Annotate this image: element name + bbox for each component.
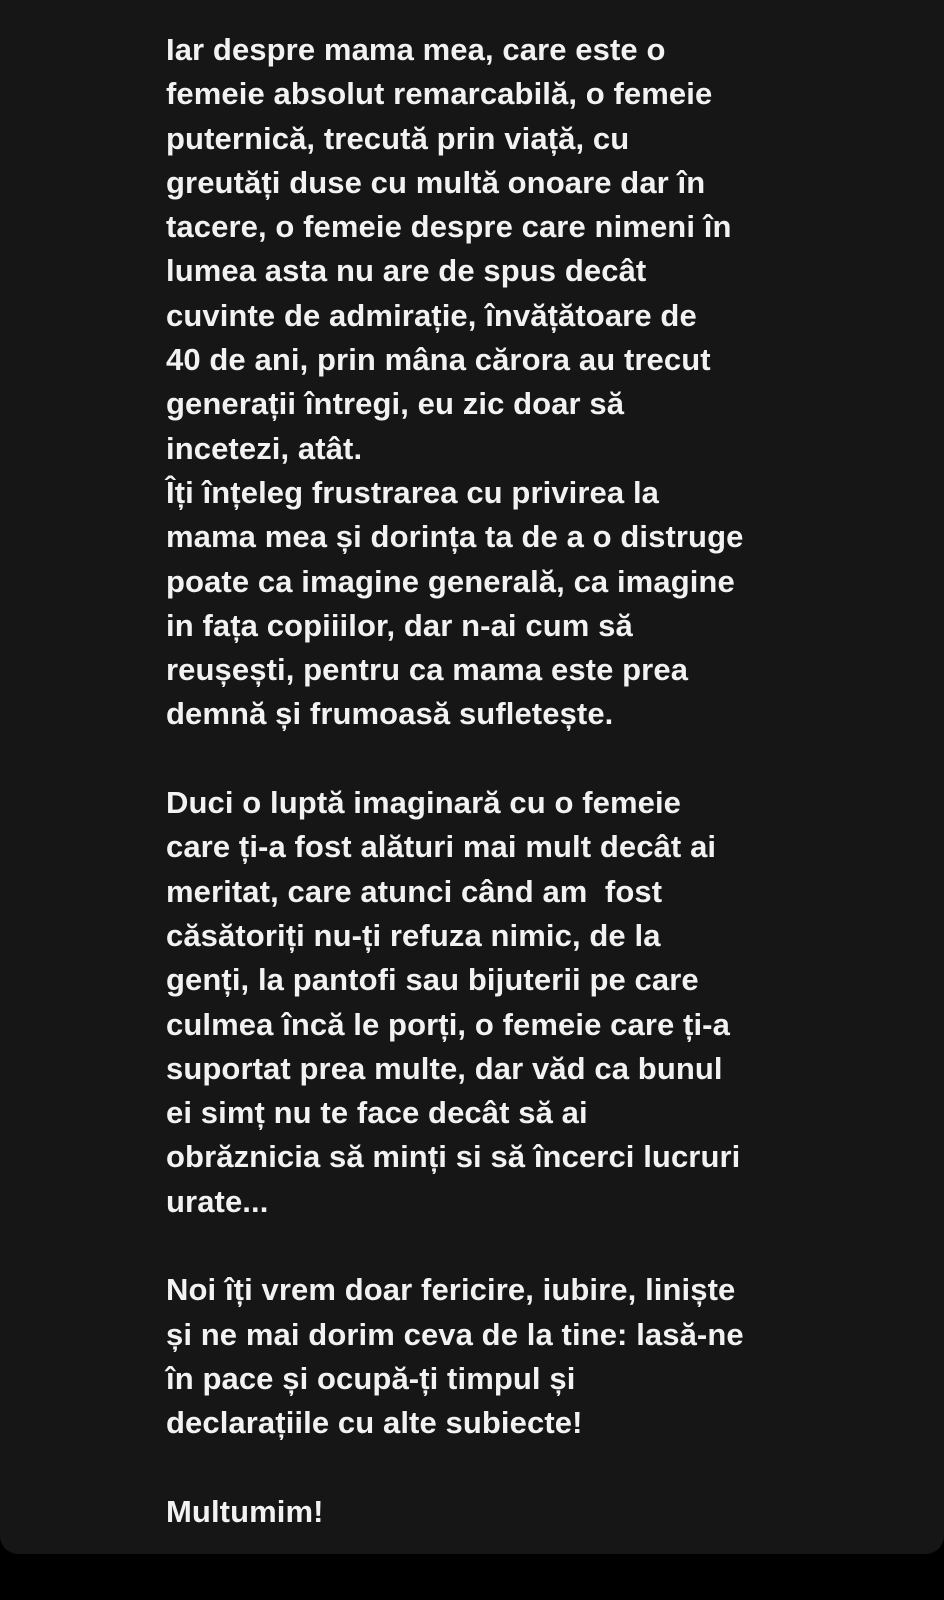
message-line: 40 de ani, prin mâna cărora au trecut <box>166 342 711 378</box>
message-line: meritat, care atunci când am fost <box>166 873 663 909</box>
message-line: obrăznicia să minți si să încerci lucruri <box>166 1139 741 1175</box>
message-line: Îți înțeleg frustrarea cu privirea la <box>166 474 659 510</box>
message-line: genți, la pantofi sau bijuterii pe care <box>166 962 699 998</box>
message-line: in fața copiiilor, dar n-ai cum să <box>166 607 633 643</box>
blank-line <box>166 1446 866 1490</box>
message-line: femeie absolut remarcabilă, o femeie <box>166 76 713 112</box>
message-line: demnă și frumoasă sufletește. <box>166 696 614 732</box>
message-line: lumea asta nu are de spus decât <box>166 253 647 289</box>
message-line: puternică, trecută prin viață, cu <box>166 120 630 156</box>
blank-line <box>166 737 866 781</box>
message-line: Noi îți vrem doar fericire, iubire, liniște <box>166 1272 736 1308</box>
message-line: poate ca imagine generală, ca imagine <box>166 563 735 599</box>
message-line: incetezi, atât. <box>166 430 363 466</box>
message-line: cuvinte de admirație, învățătoare de <box>166 297 697 333</box>
blank-line <box>166 1224 866 1268</box>
message-line: suportat prea multe, dar văd ca bunul <box>166 1050 723 1086</box>
message-line: căsătoriți nu-ți refuza nimic, de la <box>166 917 661 953</box>
message-signoff: Multumim! <box>166 1493 324 1529</box>
message-line: declarațiile cu alte subiecte! <box>166 1405 583 1441</box>
message-line: mama mea și dorința ta de a o distruge <box>166 519 744 555</box>
message-line: în pace și ocupă-ți timpul și <box>166 1360 576 1396</box>
message-line: greutăți duse cu multă onoare dar în <box>166 164 706 200</box>
message-line: Duci o luptă imaginară cu o femeie <box>166 785 682 821</box>
message-line: tacere, o femeie despre care nimeni în <box>166 209 732 245</box>
message-line: generații întregi, eu zic doar să <box>166 386 625 422</box>
story-message <box>166 28 866 1534</box>
bottom-bar <box>0 1554 944 1600</box>
message-line: și ne mai dorim ceva de la tine: lasă-ne <box>166 1316 744 1352</box>
message-line: reușești, pentru ca mama este prea <box>166 652 689 688</box>
message-line: care ți-a fost alături mai mult decât ai <box>166 829 717 865</box>
message-line: ei simț nu te face decât să ai <box>166 1095 588 1131</box>
message-line: culmea încă le porți, o femeie care ți-a <box>166 1006 730 1042</box>
message-line: Iar despre mama mea, care este o <box>166 32 666 67</box>
message-line: urate... <box>166 1183 269 1219</box>
